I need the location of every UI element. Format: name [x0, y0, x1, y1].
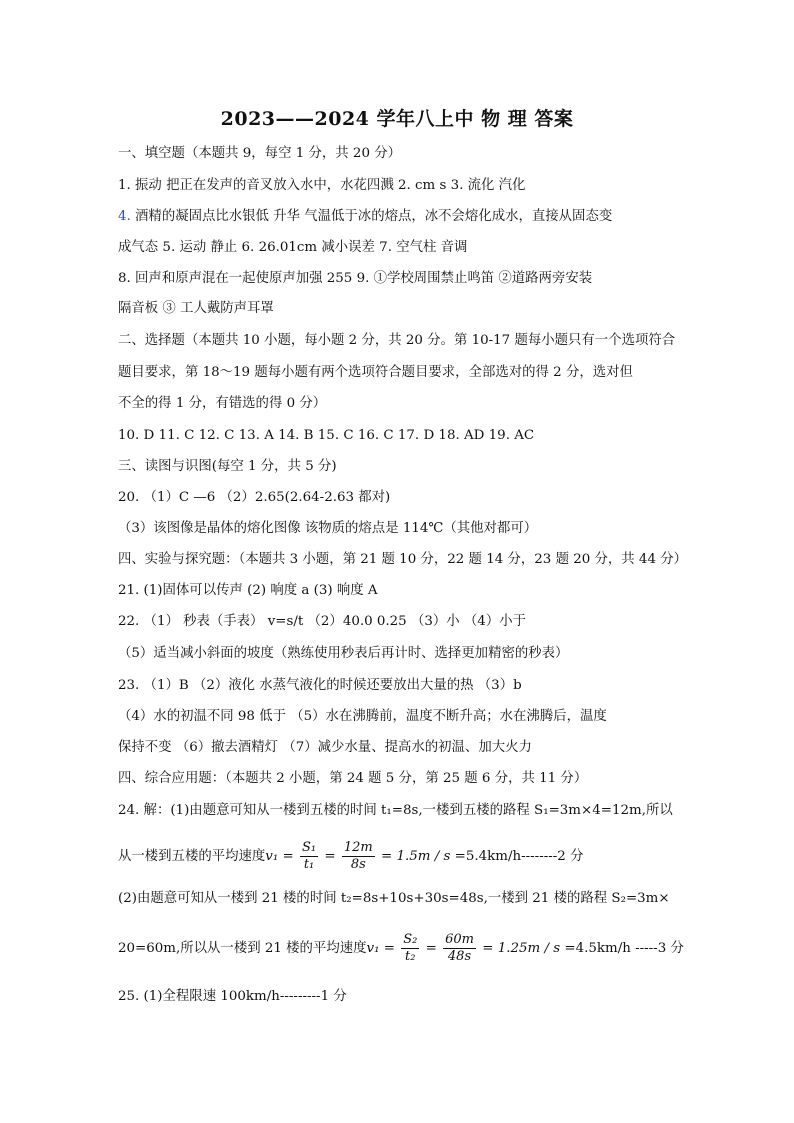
- equals-sign: =: [324, 849, 336, 864]
- section-2-desc-2: 不全的得 1 分，有错选的得 0 分）: [118, 396, 327, 411]
- fraction-s-over-t: $\frac{\text{S₁}}{\text{t₁}}$: [301, 840, 317, 872]
- page-title: 2023——2024 学年八上中 物 理 答案: [220, 108, 574, 130]
- velocity-symbol: v₁ =: [366, 941, 395, 956]
- fraction-values: $\frac{60m}{48s}$: [445, 932, 474, 964]
- answer-line-1: 1. 振动 把正在发声的音叉放入水中，水花四溅 2. cm s 3. 流化 汽化: [118, 178, 526, 193]
- answer-line-20: 20. （1）C —6 （2）2.65(2.64-2.63 都对): [118, 490, 391, 505]
- answer-line-9-cont: 隔音板 ③ 工人戴防声耳罩: [118, 301, 274, 316]
- fraction-s-over-t: $\frac{\text{S₂}}{\text{t₂}}$: [403, 932, 418, 964]
- answer-line-5-7: 成气态 5. 运动 静止 6. 26.01cm 减小误差 7. 空气柱 音调: [118, 240, 468, 255]
- answer-line-21: 21. (1)固体可以传声 (2) 响度 a (3) 响度 A: [118, 583, 378, 598]
- section-1-heading: 一、填空题（本题共 9，每空 1 分，共 20 分）: [118, 146, 401, 161]
- section-4-heading: 四、实验与探究题：（本题共 3 小题，第 21 题 10 分，22 题 14 分，23 题 20 分，共 44 分）: [118, 552, 688, 567]
- answer-line-22: 22. （1） 秒表（手表） v=s/t （2）40.0 0.25 （3）小 （4）小于: [118, 614, 526, 629]
- answer-text-4: 酒精的凝固点比水银低 升华 气温低于冰的熔点，冰不会熔化成水，直接从固态变: [130, 209, 613, 224]
- formula-result: = 1.5m / s: [381, 849, 451, 864]
- equals-sign: =: [425, 941, 437, 956]
- question-number-4: 4.: [118, 209, 131, 224]
- answer-line-4: [118, 208, 678, 226]
- formula-result: = 1.25m / s: [482, 941, 561, 956]
- section-2-desc-1: 题目要求，第 18～19 题每小题有两个选项符合题目要求，全部选对的得 2 分，选对但: [118, 365, 633, 380]
- section-3-heading: 三、读图与识图(每空 1 分，共 5 分): [118, 459, 337, 474]
- answer-line-22-5: （5）适当减小斜面的坡度（熟练使用秒表后再计时、选择更加精密的秒表）: [118, 646, 569, 661]
- section-5-heading: 四、综合应用题：（本题共 2 小题，第 24 题 5 分，第 25 题 6 分，共 11 分）: [118, 771, 588, 786]
- answer-line-23: 23. （1）B （2）液化 水蒸气液化的时候还要放出大量的热 （3）b: [118, 678, 522, 693]
- answer-line-8-9: 8. 回声和原声混在一起使原声加强 255 9. ①学校周围禁止鸣笛 ②道路两旁安装: [118, 271, 593, 286]
- answer-line-23-6: 保持不变 （6）撤去酒精灯 （7）减少水量、提高水的初温、加大火力: [118, 740, 532, 755]
- answer-line-24-2: (2)由题意可知从一楼到 21 楼的时间 t₂=8s+10s+30s=48s,一楼到 21 楼的路程 S₂=3m×: [118, 891, 670, 906]
- fraction-values: $\frac{12m}{8s}$: [343, 840, 373, 872]
- answer-line-25: 25. (1)全程限速 100km/h---------1 分: [118, 989, 347, 1004]
- formula-line-24-1: [118, 840, 678, 873]
- answer-line-20-3: （3）该图像是晶体的熔化图像 该物质的熔点是 114℃（其他对都可）: [118, 521, 538, 536]
- velocity-symbol: v₁ =: [265, 849, 294, 864]
- formula-line-24-2: [118, 932, 684, 965]
- choice-answers: 10. D 11. C 12. C 13. A 14. B 15. C 16. C 17. D 18. AD 19. AC: [118, 428, 535, 443]
- formula-suffix: =5.4km/h--------2 分: [450, 849, 584, 864]
- answer-line-24-1: 24. 解：(1)由题意可知从一楼到五楼的时间 t₁=8s,一楼到五楼的路程 S₁=3m×4=12m,所以: [118, 803, 673, 818]
- formula-prefix: 20=60m,所以从一楼到 21 楼的平均速度: [118, 941, 367, 956]
- section-2-heading: 二、选择题（本题共 10 小题，每小题 2 分，共 20 分。第 10-17 题每小题只有一个选项符合: [118, 333, 676, 348]
- answer-line-23-4: （4）水的初温不同 98 低于 （5）水在沸腾前，温度不断升高；水在沸腾后，温度: [118, 709, 607, 724]
- formula-prefix: 从一楼到五楼的平均速度: [118, 849, 266, 864]
- formula-suffix: =4.5km/h -----3 分: [560, 941, 684, 956]
